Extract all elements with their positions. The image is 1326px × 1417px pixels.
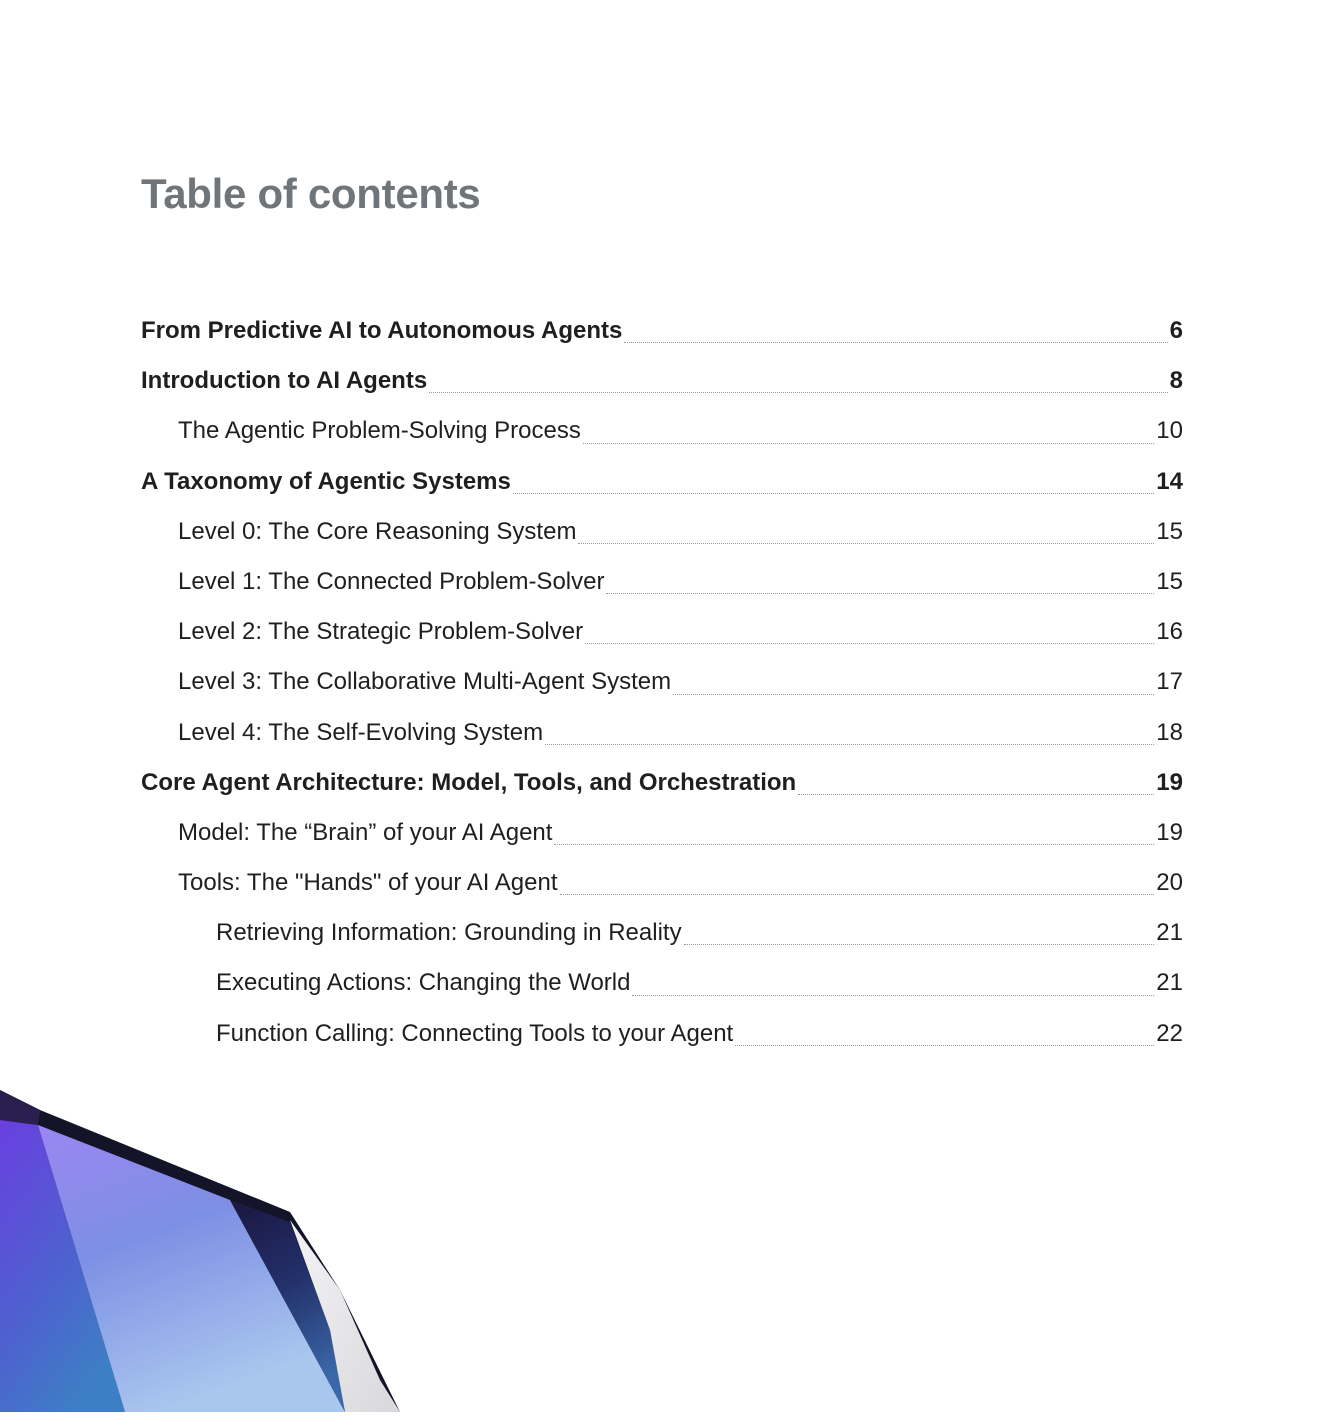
toc-entry[interactable] [141,758,1183,808]
dot-leader [583,442,1154,444]
crystal-shape-icon [0,1080,420,1412]
toc-entry-title: Level 1: The Connected Problem-Solver [178,567,605,595]
toc-entry-title: Function Calling: Connecting Tools to your Agent [216,1019,734,1047]
toc-entry-title: Model: The “Brain” of your AI Agent [178,818,553,846]
toc-entry-page: 14 [1156,467,1183,495]
dot-leader [606,592,1154,594]
toc-entry[interactable] [141,406,1183,456]
toc-entry-page: 21 [1156,969,1183,997]
toc-entry-title: Introduction to AI Agents [141,367,428,395]
dot-leader [684,943,1155,945]
dot-leader [735,1044,1154,1046]
toc-entry-page: 20 [1156,869,1183,897]
dot-leader [798,793,1154,795]
toc-entry[interactable] [141,908,1183,958]
toc-entry[interactable] [141,507,1183,557]
toc-entry[interactable] [141,958,1183,1008]
toc-entry-title: Retrieving Information: Grounding in Reality [216,919,682,947]
toc-entry[interactable] [141,1009,1183,1059]
dot-leader [578,542,1154,544]
toc-entry-title: Level 0: The Core Reasoning System [178,517,577,545]
dot-leader [632,994,1154,996]
toc-entry[interactable] [141,657,1183,707]
toc-entry-page: 18 [1156,718,1183,746]
toc-entry-title: From Predictive AI to Autonomous Agents [141,317,623,344]
toc-entry-page: 19 [1156,768,1183,796]
toc-entry-title: Level 2: The Strategic Problem-Solver [178,618,584,646]
dot-leader [513,492,1154,494]
dot-leader [545,743,1154,745]
toc-entry[interactable] [141,306,1183,356]
toc-entry-page: 6 [1169,317,1183,344]
toc-entry-page: 15 [1156,567,1183,595]
toc-entry-title: Level 3: The Collaborative Multi-Agent System [178,668,672,696]
toc-entry-page: 21 [1156,919,1183,947]
toc-entry[interactable] [141,708,1183,758]
toc-entry[interactable] [141,808,1183,858]
toc-entry-page: 15 [1156,517,1183,545]
toc-entry-title: Executing Actions: Changing the World [216,969,631,997]
dot-leader [585,642,1154,644]
toc-entry-title: Core Agent Architecture: Model, Tools, and Orchestration [141,768,797,796]
dot-leader [560,893,1155,895]
dot-leader [673,693,1154,695]
toc-entry[interactable] [141,607,1183,657]
toc-entry-page: 17 [1156,668,1183,696]
toc-entry-title: Level 4: The Self-Evolving System [178,718,544,746]
dot-leader [429,391,1167,393]
toc-entry-page: 22 [1156,1019,1183,1047]
toc-entry-page: 19 [1156,818,1183,846]
toc-entry-page: 8 [1169,367,1183,395]
toc-entry[interactable] [141,858,1183,908]
page-title: Table of contents [141,170,481,217]
toc-entry[interactable] [141,557,1183,607]
toc-entry-title: Tools: The "Hands" of your AI Agent [178,869,558,897]
toc-entry-title: A Taxonomy of Agentic Systems [141,467,511,495]
toc-entry[interactable] [141,356,1183,406]
dot-leader [624,341,1167,343]
toc-entry-page: 16 [1156,618,1183,646]
toc-entry-title: The Agentic Problem-Solving Process [178,417,581,445]
toc-entry[interactable] [141,457,1183,507]
toc-entry-page: 10 [1156,417,1183,445]
table-of-contents [141,306,1183,1059]
dot-leader [554,843,1154,845]
